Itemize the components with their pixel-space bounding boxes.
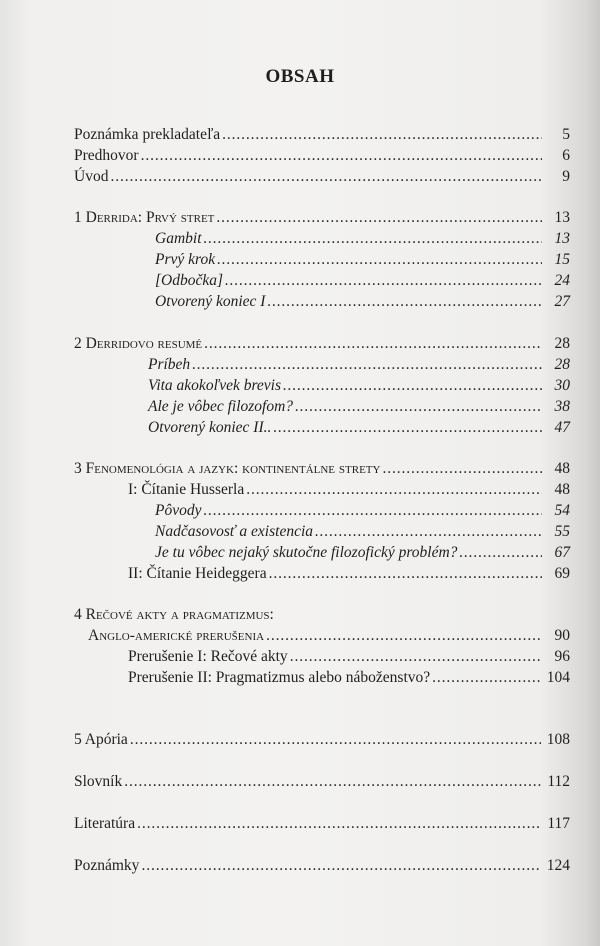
toc-entry-label: Slovník [74,773,123,790]
toc-leader [290,647,542,667]
toc-entry-page: 104 [546,669,570,686]
toc-entry-label: Je tu vôbec nejaký skutočne filozofický problém? [155,544,458,561]
toc-entry-page: 48 [554,481,570,498]
toc-leader [283,376,542,396]
toc-leader [246,480,542,500]
toc-entry-page: 15 [554,251,570,268]
toc-entry [155,522,570,542]
toc-leader [110,167,542,187]
toc-entry-label: Otvorený koniec I [155,293,266,310]
toc-entry-label: Poznámky [74,857,140,874]
toc-entry-label: Príbeh [148,356,191,373]
toc-leader [203,501,542,521]
toc-entry-label: Prerušenie II: Pragmatizmus alebo náboženstvo? [128,669,431,686]
toc-leader [124,772,541,792]
toc-entry-page: 13 [554,209,570,226]
toc-leader [295,397,542,417]
toc-entry-label: Poznámka prekladateľa [74,126,221,143]
toc-entry-page: 69 [554,565,570,582]
toc-leader [315,522,542,542]
toc-entry-label: 5 Apória [74,731,128,748]
toc-leader [267,292,542,312]
toc-leader [459,543,542,563]
toc-entry-label: 2 Derridovo resumé [74,335,203,352]
toc-entry-page: 96 [554,648,570,665]
toc-entry-label: 4 Rečové akty a pragmatizmus: [74,606,274,623]
toc-entry-page: 27 [554,293,570,310]
toc-entry [74,125,570,145]
page-title: OBSAH [265,66,335,87]
toc-chapter [74,730,570,750]
toc-leader [204,229,543,249]
toc-entry [155,292,570,312]
toc-entry [74,814,570,834]
toc-entry [128,480,570,500]
toc-entry [148,355,570,375]
toc-leader [266,626,542,646]
toc-entry-page: 124 [546,857,570,874]
toc-entry [128,564,570,584]
toc-entry [155,501,570,521]
toc-leader [273,418,542,438]
toc-leader [225,271,542,291]
toc-entry-label: Pôvody [155,502,202,519]
toc-entry-page: 9 [562,168,570,185]
toc-entry-label: Vita akokoľvek brevis [148,377,282,394]
toc-entry-page: 67 [554,544,570,561]
toc-entry [128,668,570,688]
toc-entry-page: 112 [547,773,570,790]
toc-entry-page: 6 [562,147,570,164]
toc-chapter-continued [88,626,570,646]
toc-entry-label: II: Čítanie Heideggera [128,565,267,582]
toc-leader [192,355,542,375]
toc-entry-page: 38 [554,398,570,415]
toc-leader [141,146,542,166]
toc-entry-page: 90 [554,627,570,644]
toc-entry [155,250,570,270]
toc-entry [155,543,570,563]
toc-entry-page: 48 [554,460,570,477]
toc-entry-label: Prerušenie I: Rečové akty [128,648,288,665]
toc-entry-label: Gambit [155,230,202,247]
toc-entry-label: Prvý krok [155,251,216,268]
toc-entry-label: [Odbočka] [155,272,224,289]
toc-leader [222,125,542,145]
toc-leader [432,668,541,688]
toc-entry-label: 3 Fenomenológia a jazyk: kontinentálne strety [74,460,381,477]
toc-leader [130,730,541,750]
toc-entry [148,397,570,417]
toc-entry-page: 28 [554,335,570,352]
toc-entry-page: 117 [547,815,570,832]
toc-entry-page: 5 [562,126,570,143]
toc-leader [141,856,540,876]
toc-entry-page: 54 [554,502,570,519]
toc-entry-label: Otvorený koniec II.. [148,419,272,436]
toc-chapter [74,334,570,354]
toc-entry-page: 13 [554,230,570,247]
toc-entry [74,146,570,166]
toc-leader [216,208,542,228]
toc-entry-label: I: Čítanie Husserla [128,481,245,498]
toc-entry [128,647,570,667]
toc-entry-page: 28 [554,356,570,373]
toc-entry [155,229,570,249]
toc-entry-page: 55 [554,523,570,540]
toc-leader [269,564,542,584]
toc-entry [74,856,570,876]
toc-entry-page: 47 [554,419,570,436]
toc-entry-label: Úvod [74,168,109,185]
toc-chapter [74,208,570,228]
toc-entry-label: Ale je vôbec filozofom? [148,398,294,415]
toc-chapter [74,605,570,625]
toc-leader [382,459,542,479]
toc-entry-page: 30 [554,377,570,394]
toc-entry [74,772,570,792]
toc-chapter [74,459,570,479]
toc-entry-label: Predhovor [74,147,139,164]
toc-entry [148,418,570,438]
toc-leader [217,250,542,270]
toc-entry [148,376,570,396]
toc-entry-page: 108 [546,731,570,748]
toc-entry [74,167,570,187]
toc-entry-label: Literatúra [74,815,136,832]
toc-entry [155,271,570,291]
toc-entry-page: 24 [554,272,570,289]
toc-entry-label: Anglo-americké prerušenia [88,627,265,644]
toc-leader [204,334,542,354]
toc-entry-label: 1 Derrida: Prvý stret [74,209,215,226]
toc-leader [137,814,541,834]
toc-entry-label: Nadčasovosť a existencia [155,523,314,540]
